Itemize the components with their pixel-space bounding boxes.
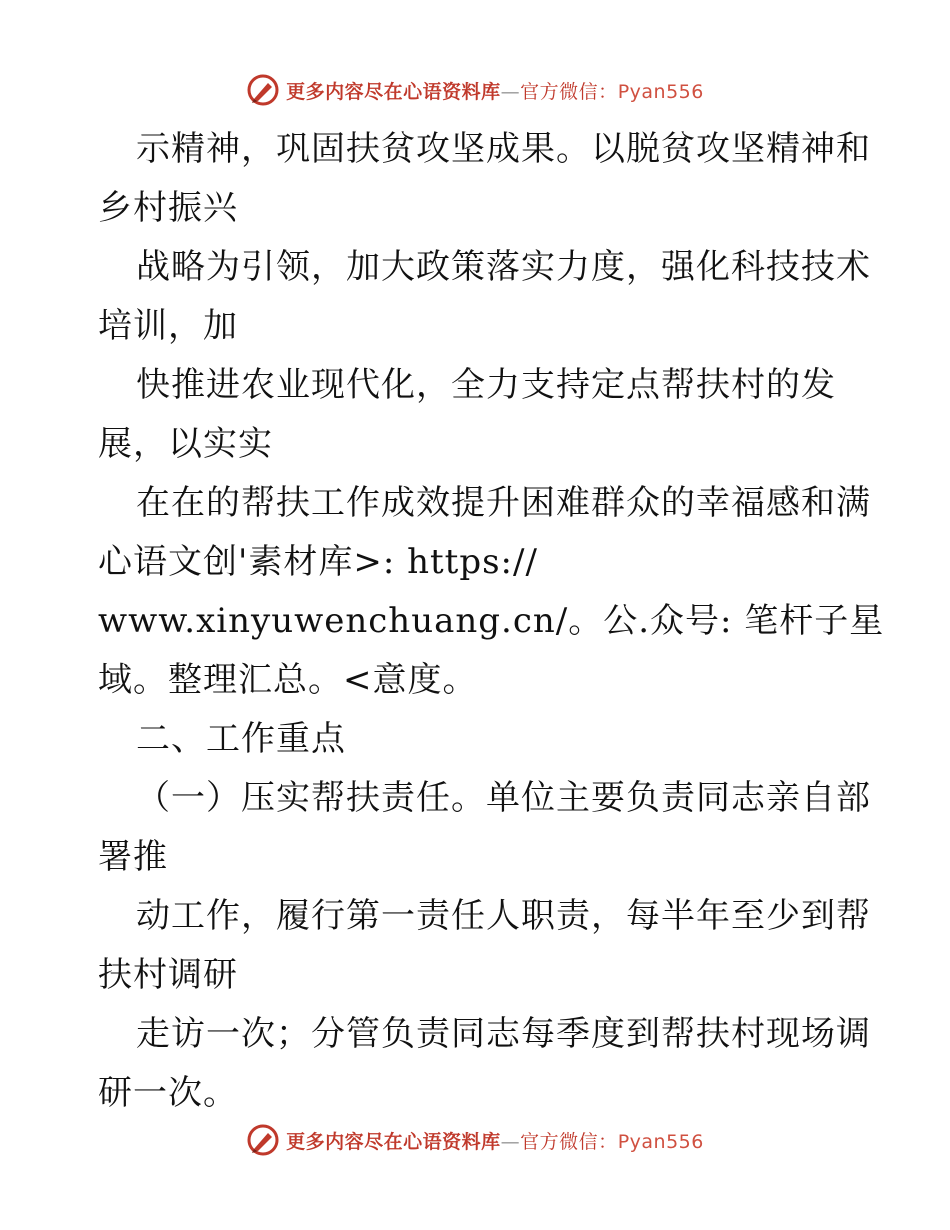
body-line: 战略为引领，加大政策落实力度，强化科技技术 xyxy=(136,247,871,287)
header-separator: — xyxy=(500,80,521,103)
body-line: www.xinyuwenchuang.cn/。公.众号: 笔杆子星 xyxy=(98,601,885,641)
pen-logo-icon xyxy=(246,1123,280,1157)
header-banner-text xyxy=(286,77,704,104)
footer-label: 官方微信： xyxy=(520,1130,618,1153)
header-account: Pyan556 xyxy=(617,80,704,103)
section-heading: 二、工作重点 xyxy=(136,719,346,759)
header-brand: 更多内容尽在心语资料库 xyxy=(286,80,501,103)
body-line: 乡村振兴 xyxy=(98,188,238,228)
footer-brand: 更多内容尽在心语资料库 xyxy=(286,1130,501,1153)
body-line: 扶村调研 xyxy=(98,955,238,995)
header-watermark-banner xyxy=(0,70,950,110)
body-line: 走访一次；分管负责同志每季度到帮扶村现场调 xyxy=(136,1014,871,1054)
pen-logo-icon xyxy=(246,73,280,107)
footer-watermark-banner xyxy=(0,1120,950,1160)
body-line: 在在的帮扶工作成效提升困难群众的幸福感和满 xyxy=(136,483,871,523)
body-line: 研一次。 xyxy=(98,1073,238,1113)
footer-banner-text xyxy=(286,1127,704,1154)
body-line: （一）压实帮扶责任。单位主要负责同志亲自部 xyxy=(136,778,871,818)
footer-separator: — xyxy=(500,1130,521,1153)
body-line: 域。整理汇总。<意度。 xyxy=(98,660,478,700)
body-line: 署推 xyxy=(98,837,168,877)
footer-account: Pyan556 xyxy=(617,1130,704,1153)
body-line: 示精神，巩固扶贫攻坚成果。以脱贫攻坚精神和 xyxy=(136,129,871,169)
body-line: 心语文创'素材库>: https:// xyxy=(98,542,538,582)
body-line: 快推进农业现代化，全力支持定点帮扶村的发 xyxy=(136,365,836,405)
header-label: 官方微信： xyxy=(520,80,618,103)
document-body xyxy=(98,120,885,1123)
body-line: 展，以实实 xyxy=(98,424,273,464)
body-line: 培训，加 xyxy=(98,306,238,346)
body-line: 动工作，履行第一责任人职责，每半年至少到帮 xyxy=(136,896,871,936)
